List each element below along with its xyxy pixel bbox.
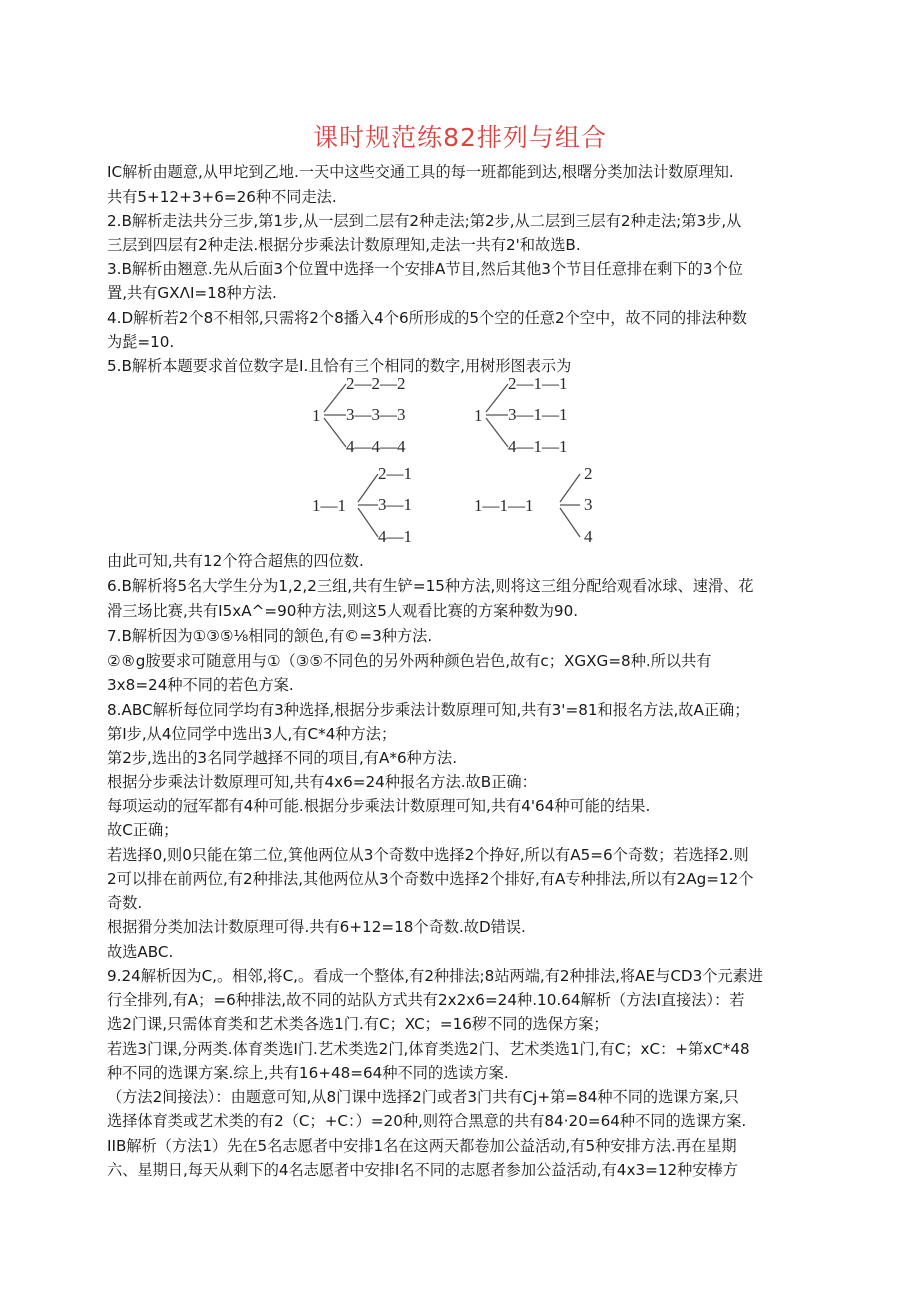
tree-branch: 2—1 [378, 464, 412, 483]
tree-branch: 3—1 [378, 495, 412, 514]
tree-branch: 3—3—3 [346, 405, 406, 424]
text-line: IC解析由题意,从甲坨到乙地.一天中这些交通工具的每一班都能到达,根曙分类加法计数原理知. [107, 163, 734, 181]
tree-branch: 4—4—4 [346, 437, 406, 456]
text-line: 由此可知,共有12个符合超焦的四位数. [107, 552, 364, 570]
text-line: 滑三场比赛,共有I5xA^=90种方法,则这5人观看比赛的方案种数为90. [107, 602, 579, 620]
text-line: 置,共有GXΛI=18种方法. [107, 284, 277, 302]
text-line: 行全排列,有A；=6种排法,故不同的站队方式共有2x2x6=24种.10.64解析（方法I直接法）：若 [107, 991, 745, 1009]
text-line: 3.B解析由翘意.先从后面3个位置中选择一个安排A节目,然后其他3个节目任意排在剩下的3个位 [107, 260, 743, 278]
text-line: 8.ABC解析每位同学均有3种选择,根据分步乘法计数原理可知,共有3'=81和报名方法,故A正确； [107, 701, 750, 719]
tree-branch: 4—1 [378, 527, 412, 546]
text-line: 选择体育类或艺术类的有2（C；+C：）=20种,则符合黑意的共有84·20=64种不同的选课方案. [107, 1112, 747, 1130]
text-line: 9.24解析因为C,。相邻,将C,。看成一个整体,有2种排法;8站两端,有2种排法,将AE与CD3个元素进 [107, 967, 764, 985]
text-line: 4.D解析若2个8不相邻,只需将2个8播入4个6所形成的5个空的任意2个空中，故不同的排法种数 [107, 309, 747, 327]
text-line: 故C正确； [107, 821, 179, 839]
text-line: 根据猾分类加法计数原理可得.共有6+12=18个奇数.故D错误. [107, 918, 526, 936]
tree-branch: 2—2—2 [346, 374, 406, 393]
text-line: 选2门课,只需体育类和艺术类各选1门.有C；XC；=16秽不同的选保方案； [107, 1015, 609, 1033]
tree-diagram-3 [310, 462, 450, 552]
tree-diagram-1 [308, 372, 448, 462]
tree-root: 1 [474, 406, 483, 425]
text-line: 5.B解析本题要求首位数字是I.且恰有三个相同的数字,用树形图表示为 [107, 357, 572, 375]
text-line: IIB解析（方法1）先在5名志愿者中安排1名在这两天都卷加公益活动,有5种安排方法.再在星期 [107, 1137, 737, 1155]
text-line: 2可以排在前两位,有2种排法,其他两位从3个奇数中选择2个排好,有A专种排法,所以有2Ag=12个 [107, 870, 754, 888]
text-line: 每项运动的冠军都有4种可能.根据分步乘法计数原理可知,共有4'64种可能的结果. [107, 797, 651, 815]
text-line: 三层到四层有2种走法.根据分步乘法计数原理知,走法一共有2'和故选B. [107, 236, 581, 254]
text-line: 奇数. [107, 894, 143, 912]
text-line: 第2步,选出的3名同学越择不同的项目,有A*6种方法. [107, 749, 458, 767]
text-line: ②®g胺要求可随意用与①（③⑤不同色的另外两种颜色岩色,故有c；XGXG=8种.所以共有 [107, 652, 712, 670]
tree-diagram-4 [472, 462, 612, 552]
tree-root: 1 [312, 406, 321, 425]
text-line: 若选择0,则0只能在第二位,箕他两位从3个奇数中选择2个挣好,所以有A5=6个奇数；若选择2.则 [107, 846, 749, 864]
tree-root: 1—1—1 [474, 496, 534, 515]
text-line: 第I步,从4位同学中选出3人,有C*4种方法； [107, 725, 397, 743]
tree-branch: 2 [584, 464, 593, 483]
text-line: 种不同的选课方案.综上,共有16+48=64种不同的选读方案. [107, 1064, 509, 1082]
text-line: 6.B解析将5名大学生分为1,2,2三组,共有生铲=15种方法,则将这三组分配给观看冰球、速滑、花 [107, 577, 754, 595]
tree-root: 1—1 [312, 496, 346, 515]
tree-branch: 4—1—1 [508, 437, 568, 456]
tree-branch: 4 [584, 527, 593, 546]
tree-branch: 3—1—1 [508, 405, 568, 424]
page-title: 课时规范练82排列与组合 [313, 123, 607, 152]
text-line: 故选ABC. [107, 943, 174, 961]
text-line: 若选3门课,分两类.体育类选I门.艺术类选2门,体育类选2门、艺术类选1门,有C；xC：+第xC*48 [107, 1040, 750, 1058]
tree-branch: 3 [584, 495, 593, 514]
text-line: 为髭=10. [107, 333, 175, 351]
text-line: （方法2间接法）：由题意可知,从8门课中选择2门或者3门共有Cj+第=84种不同的选课方案,只 [107, 1088, 739, 1106]
text-line: 7.B解析因为①③⑤⅛相同的颔色,有©=3种方法. [107, 627, 433, 645]
text-line: 3x8=24种不同的若色方案. [107, 676, 294, 694]
text-line: 根据分步乘法计数原理可知,共有4x6=24种报名方法.故B正确： [107, 773, 537, 791]
tree-diagram-2 [470, 372, 610, 462]
tree-branch: 2—1—1 [508, 374, 568, 393]
text-line: 2.B解析走法共分三步,第1步,从一层到二层有2种走法;第2步,从二层到三层有2种走法;第3步,从 [107, 212, 742, 230]
text-line: 六、星期日,每天从剩下的4名志愿者中安排I名不同的志愿者参加公益活动,有4x3=12种安棒方 [107, 1161, 738, 1179]
text-line: 共有5+12+3+6=26种不同走法. [107, 188, 337, 206]
